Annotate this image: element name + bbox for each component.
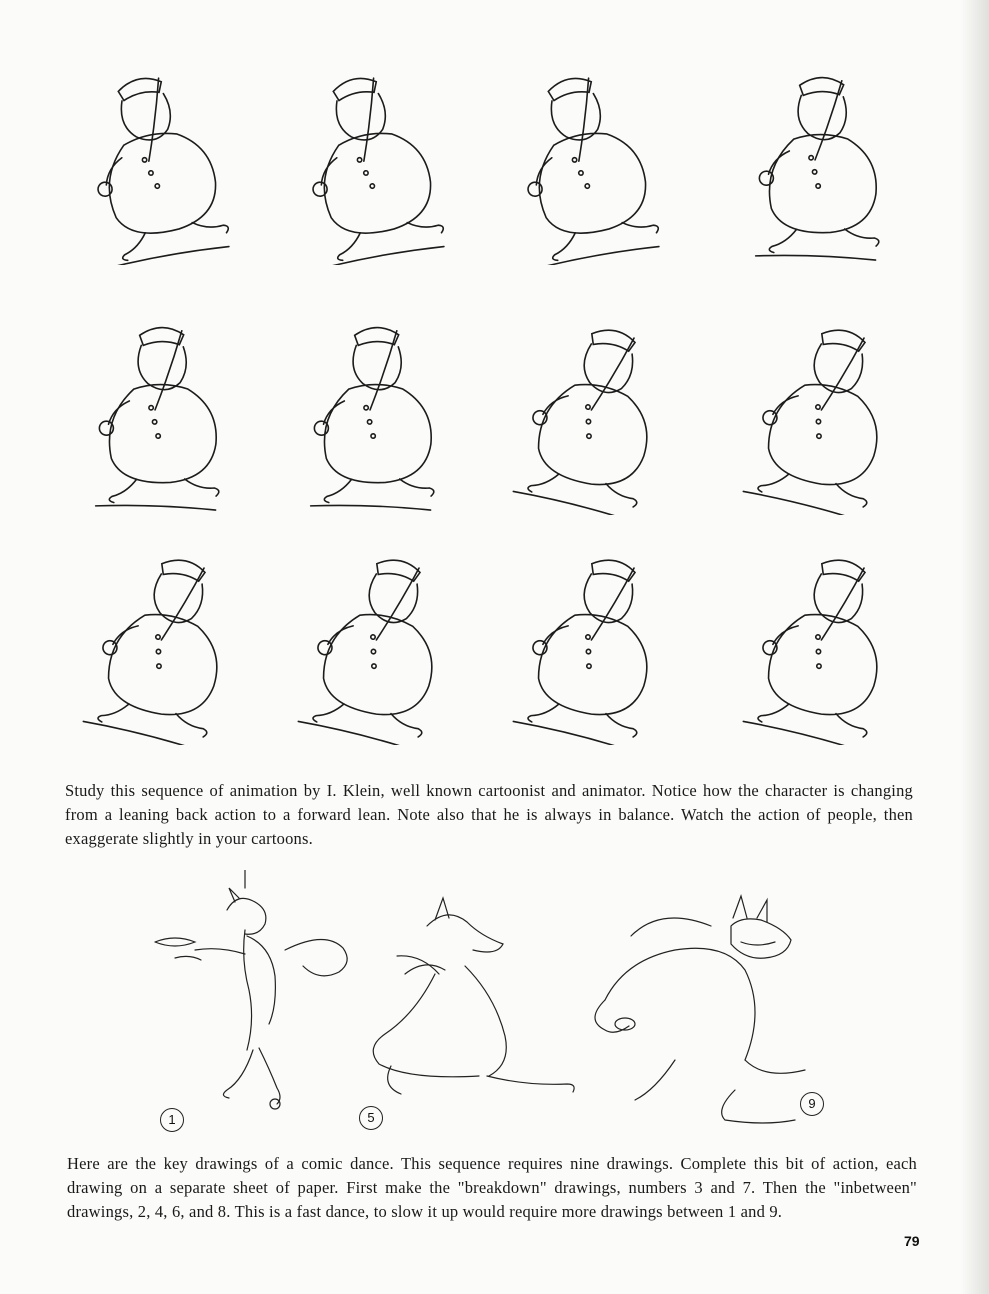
animation-frame — [718, 40, 918, 265]
policeman-drawing — [718, 520, 918, 745]
policeman-drawing — [488, 520, 688, 745]
comic-dance-key-drawings — [135, 870, 855, 1140]
wolf-figure-key-9 — [595, 896, 805, 1123]
wolf-figure-key-1 — [155, 870, 347, 1109]
animation-frame — [488, 520, 688, 745]
animation-frame — [58, 520, 258, 745]
dance-illustration — [135, 870, 855, 1140]
key-number-1: 1 — [160, 1108, 184, 1132]
key-number-9: 9 — [800, 1092, 824, 1116]
dance-caption: Here are the key drawings of a comic dance. This sequence requires nine drawings. Complete this bit of action, each drawing on a separate sheet of paper. First make the "breakdown" drawings, numbers 3 and 7. Then the "inbetween" drawings, 2, 4, 6, and 8. This is a fast dance, to slow it up would require more drawings between 1 and 9. — [67, 1154, 917, 1221]
policeman-drawing — [273, 290, 473, 515]
animation-frame — [273, 40, 473, 265]
animation-frame — [488, 290, 688, 515]
policeman-drawing — [58, 290, 258, 515]
policeman-drawing — [58, 40, 258, 265]
animation-frame — [273, 520, 473, 745]
policeman-drawing — [718, 40, 918, 265]
animation-frame — [718, 520, 918, 745]
key-number-5: 5 — [359, 1106, 383, 1130]
policeman-drawing — [273, 520, 473, 745]
page-edge-shadow — [961, 0, 989, 1294]
policeman-drawing — [488, 40, 688, 265]
page-number: 79 — [904, 1233, 920, 1249]
policeman-drawing — [488, 290, 688, 515]
animation-frame — [58, 290, 258, 515]
wolf-figure-key-5 — [373, 898, 574, 1094]
animation-frame — [488, 40, 688, 265]
policeman-drawing — [273, 40, 473, 265]
sequence-caption: Study this sequence of animation by I. Klein, well known cartoonist and animator. Notice how the character is changing from a leaning back action to a forward lean. Note also that he is always in balance. Watch the action of people, then exaggerate slightly in your cartoons. — [65, 781, 913, 848]
animation-frame — [58, 40, 258, 265]
policeman-drawing — [58, 520, 258, 745]
animation-frame — [273, 290, 473, 515]
animation-frame — [718, 290, 918, 515]
animation-sequence-grid — [58, 40, 928, 770]
policeman-drawing — [718, 290, 918, 515]
